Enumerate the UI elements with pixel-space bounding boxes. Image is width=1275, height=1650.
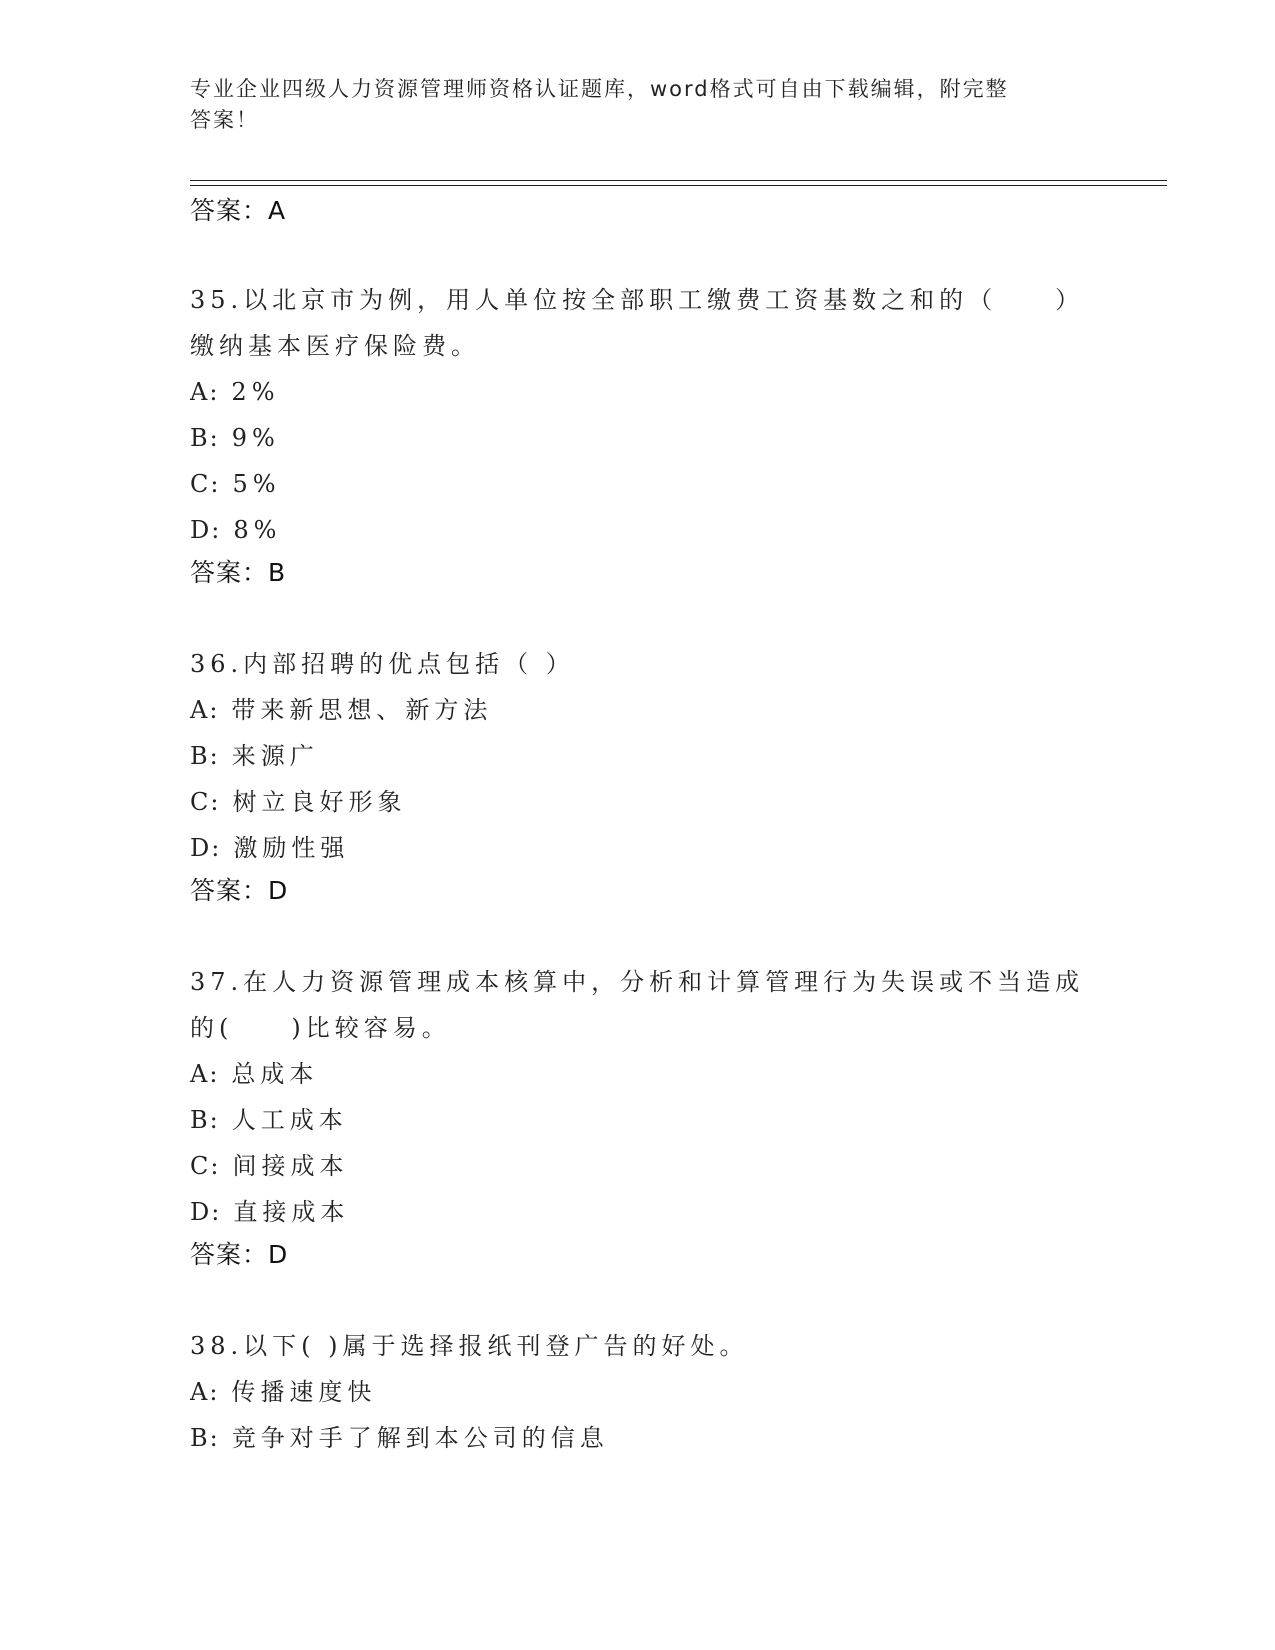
- option-key: B:: [190, 1424, 220, 1452]
- option-text: 5%: [232, 470, 281, 498]
- option-text: 来源广: [231, 742, 319, 770]
- option-key: B:: [190, 742, 220, 770]
- question-number: 36.: [190, 650, 244, 678]
- answer-label: 答案：: [190, 558, 269, 587]
- question-37: [190, 959, 1170, 1271]
- option-key: C:: [190, 470, 221, 498]
- question-stem-line: 的( )比较容易。: [190, 1014, 451, 1042]
- option-a: [190, 687, 1170, 733]
- document-header: [190, 74, 1090, 136]
- option-text: 9%: [231, 424, 280, 452]
- answer-label: 答案：: [190, 196, 269, 225]
- question-stem-line: 内部招聘的优点包括（ ）: [243, 650, 575, 678]
- answer-value: D: [268, 1240, 288, 1269]
- option-key: D:: [190, 516, 222, 544]
- answer-line: [190, 195, 1170, 227]
- option-key: D:: [190, 834, 222, 862]
- option-a: [190, 1051, 1170, 1097]
- option-b: [190, 415, 1170, 461]
- option-text: 间接成本: [232, 1152, 349, 1180]
- option-d: [190, 507, 1170, 553]
- answer-line: [190, 1239, 1170, 1271]
- header-divider-top: [190, 180, 1167, 181]
- question-stem: [190, 1323, 1170, 1369]
- option-c: [190, 1143, 1170, 1189]
- question-number: 38.: [190, 1332, 244, 1360]
- option-text: 8%: [233, 516, 282, 544]
- option-key: C:: [190, 1152, 221, 1180]
- option-c: [190, 779, 1170, 825]
- option-text: 激励性强: [233, 834, 350, 862]
- question-stem: [190, 641, 1170, 687]
- option-text: 传播速度快: [231, 1378, 377, 1406]
- answer-line: [190, 875, 1170, 907]
- question-list: [190, 195, 1170, 1461]
- question-stem-line: 缴纳基本医疗保险费。: [190, 332, 480, 360]
- option-key: B:: [190, 424, 220, 452]
- answer-value: D: [268, 876, 288, 905]
- option-text: 树立良好形象: [232, 788, 407, 816]
- question-number: 35.: [190, 286, 244, 314]
- header-line-1: 专业企业四级人力资源管理师资格认证题库，word格式可自由下载编辑，附完整: [190, 77, 1009, 101]
- option-a: [190, 369, 1170, 415]
- option-text: 2%: [231, 378, 280, 406]
- answer-value: B: [268, 558, 286, 587]
- option-text: 总成本: [231, 1060, 319, 1088]
- option-key: A:: [190, 1378, 220, 1406]
- option-key: C:: [190, 788, 221, 816]
- option-c: [190, 461, 1170, 507]
- option-key: A:: [190, 378, 220, 406]
- option-b: [190, 733, 1170, 779]
- option-key: B:: [190, 1106, 220, 1134]
- option-b: [190, 1097, 1170, 1143]
- answer-label: 答案：: [190, 1240, 269, 1269]
- option-d: [190, 825, 1170, 871]
- option-a: [190, 1369, 1170, 1415]
- header-line-2: 答案！: [190, 108, 259, 132]
- question-36: [190, 641, 1170, 907]
- option-text: 人工成本: [231, 1106, 348, 1134]
- option-key: A:: [190, 1060, 220, 1088]
- option-text: 竞争对手了解到本公司的信息: [231, 1424, 609, 1452]
- question-stem-line: 以下( )属于选择报纸刊登广告的好处。: [243, 1332, 749, 1360]
- header-divider-bottom: [190, 185, 1167, 186]
- option-text: 带来新思想、新方法: [231, 696, 493, 724]
- option-b: [190, 1415, 1170, 1461]
- question-35: [190, 277, 1170, 589]
- question-stem: [190, 277, 1170, 323]
- option-text: 直接成本: [233, 1198, 350, 1226]
- question-number: 37.: [190, 968, 244, 996]
- option-d: [190, 1189, 1170, 1235]
- answer-line: [190, 557, 1170, 589]
- question-38: [190, 1323, 1170, 1461]
- answer-label: 答案：: [190, 876, 269, 905]
- question-stem-line: 在人力资源管理成本核算中，分析和计算管理行为失误或不当造成: [243, 968, 1085, 996]
- option-key: A:: [190, 696, 220, 724]
- answer-value: A: [268, 196, 286, 225]
- option-key: D:: [190, 1198, 222, 1226]
- question-stem-line: 以北京市为例，用人单位按全部职工缴费工资基数之和的（ ）: [243, 286, 1085, 314]
- question-stem: [190, 959, 1170, 1005]
